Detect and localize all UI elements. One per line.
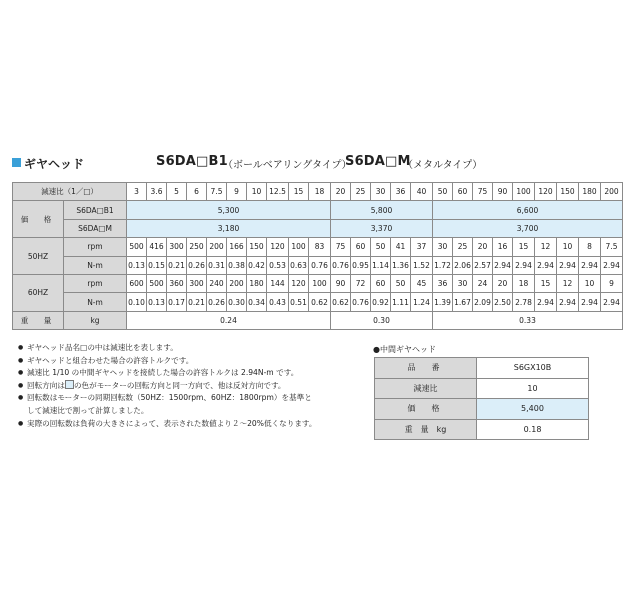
intermediate-gearhead-title: ●中間ギヤヘッド (373, 345, 436, 354)
value-cell: 166 (227, 238, 247, 256)
value-cell: 75 (331, 238, 351, 256)
value-cell: 72 (351, 274, 371, 292)
table-row (13, 183, 623, 201)
ratio-cell: 180 (579, 183, 601, 201)
note-item: ● 回転数はモーターの同期回転数（50HZ：1500rpm、60HZ：1800rpm）を基準と (18, 392, 368, 405)
intermediate-gearhead-table (374, 357, 589, 440)
price-cell: 3,370 (331, 219, 433, 237)
value-cell: 416 (147, 238, 167, 256)
model-m-note: （メタルタイプ） (403, 160, 483, 171)
part-label: 品 番 (375, 358, 477, 379)
value-cell: 1.14 (371, 256, 391, 274)
price-model: S6DA□B1 (64, 201, 127, 219)
value-cell: 120 (267, 238, 289, 256)
table-row (375, 378, 589, 399)
value-cell: 30 (433, 238, 453, 256)
weight-value: 0.18 (477, 419, 589, 440)
value-cell: 0.63 (289, 256, 309, 274)
value-cell: 2.94 (601, 256, 623, 274)
ratio-cell: 3 (127, 183, 147, 201)
value-cell: 300 (187, 274, 207, 292)
ratio-cell: 75 (473, 183, 493, 201)
value-cell: 0.76 (351, 293, 371, 311)
value-cell: 0.21 (167, 256, 187, 274)
value-cell: 0.76 (331, 256, 351, 274)
ratio-cell: 100 (513, 183, 535, 201)
freq-label: 50HZ (13, 238, 64, 275)
ratio-cell: 20 (331, 183, 351, 201)
value-cell: 200 (207, 238, 227, 256)
value-cell: 0.21 (187, 293, 207, 311)
value-cell: 83 (309, 238, 331, 256)
table-row (13, 219, 623, 237)
value-cell: 20 (493, 274, 513, 292)
table-row (13, 274, 623, 292)
value-cell: 1.24 (411, 293, 433, 311)
ratio-cell: 6 (187, 183, 207, 201)
value-cell: 0.26 (207, 293, 227, 311)
value-cell: 60 (371, 274, 391, 292)
value-cell: 15 (513, 238, 535, 256)
ratio-cell: 9 (227, 183, 247, 201)
value-cell: 50 (391, 274, 411, 292)
value-cell: 0.13 (147, 293, 167, 311)
note-continuation: して減速比で割って計算しました。 (27, 405, 149, 415)
notes-list (18, 342, 368, 430)
value-cell: 20 (473, 238, 493, 256)
unit-label: N-m (64, 293, 127, 311)
unit-label: rpm (64, 274, 127, 292)
ratio-label: 減速比 (375, 378, 477, 399)
weight-label: 重 量 (13, 311, 64, 329)
table-row (13, 311, 623, 329)
value-cell: 2.94 (579, 256, 601, 274)
value-cell: 0.62 (309, 293, 331, 311)
price-cell: 3,180 (127, 219, 331, 237)
value-cell: 2.94 (579, 293, 601, 311)
value-cell: 500 (127, 238, 147, 256)
value-cell: 1.52 (411, 256, 433, 274)
ratio-cell: 150 (557, 183, 579, 201)
value-cell: 2.94 (493, 256, 513, 274)
value-cell: 2.50 (493, 293, 513, 311)
value-cell: 36 (433, 274, 453, 292)
unit-label: rpm (64, 238, 127, 256)
table-row (13, 201, 623, 219)
value-cell: 2.94 (535, 256, 557, 274)
value-cell: 25 (453, 238, 473, 256)
price-cell: 5,800 (331, 201, 433, 219)
section-header (12, 155, 592, 171)
value-cell: 0.95 (351, 256, 371, 274)
ratio-cell: 120 (535, 183, 557, 201)
ratio-label: 減速比（1／□） (13, 183, 127, 201)
value-cell: 0.53 (267, 256, 289, 274)
square-bullet-icon (12, 158, 21, 167)
value-cell: 250 (187, 238, 207, 256)
value-cell: 144 (267, 274, 289, 292)
value-cell: 2.94 (557, 256, 579, 274)
table-row (375, 358, 589, 379)
value-cell: 2.94 (513, 256, 535, 274)
value-cell: 0.34 (247, 293, 267, 311)
note-item: ● 回転方向は の色がモーターの回転方向と同一方向で、他は反対方向です。 (18, 380, 368, 393)
model-m-title: S6DA□M (345, 154, 411, 169)
value-cell: 0.13 (127, 256, 147, 274)
unit-label: N-m (64, 256, 127, 274)
ratio-cell: 36 (391, 183, 411, 201)
note-item: ● 実際の回転数は負荷の大きさによって、表示された数値より２～20%低くなります。 (18, 418, 368, 431)
value-cell: 15 (535, 274, 557, 292)
value-cell: 120 (289, 274, 309, 292)
price-label: 価 格 (13, 201, 64, 238)
weight-cell: 0.30 (331, 311, 433, 329)
value-cell: 12 (535, 238, 557, 256)
ratio-cell: 90 (493, 183, 513, 201)
price-label: 価 格 (375, 399, 477, 420)
table-row (375, 419, 589, 440)
value-cell: 0.10 (127, 293, 147, 311)
value-cell: 60 (351, 238, 371, 256)
ratio-cell: 50 (433, 183, 453, 201)
weight-unit: kg (64, 311, 127, 329)
ratio-cell: 60 (453, 183, 473, 201)
value-cell: 0.42 (247, 256, 267, 274)
ratio-cell: 40 (411, 183, 433, 201)
ratio-cell: 18 (309, 183, 331, 201)
value-cell: 50 (371, 238, 391, 256)
ratio-cell: 10 (247, 183, 267, 201)
ratio-cell: 12.5 (267, 183, 289, 201)
value-cell: 0.15 (147, 256, 167, 274)
spec-table (12, 182, 623, 330)
value-cell: 180 (247, 274, 267, 292)
model-b1-title: S6DA□B1 (156, 154, 228, 169)
value-cell: 1.72 (433, 256, 453, 274)
value-cell: 41 (391, 238, 411, 256)
value-cell: 2.09 (473, 293, 493, 311)
part-value: S6GX10B (477, 358, 589, 379)
value-cell: 2.94 (535, 293, 557, 311)
ratio-cell: 200 (601, 183, 623, 201)
value-cell: 2.78 (513, 293, 535, 311)
value-cell: 24 (473, 274, 493, 292)
value-cell: 1.36 (391, 256, 411, 274)
value-cell: 0.92 (371, 293, 391, 311)
price-cell: 6,600 (433, 201, 623, 219)
value-cell: 0.76 (309, 256, 331, 274)
weight-cell: 0.33 (433, 311, 623, 329)
value-cell: 7.5 (601, 238, 623, 256)
value-cell: 2.94 (601, 293, 623, 311)
price-cell: 5,300 (127, 201, 331, 219)
value-cell: 100 (309, 274, 331, 292)
section-title: ギヤヘッド (24, 157, 85, 171)
value-cell: 37 (411, 238, 433, 256)
weight-label: 重 量 kg (375, 419, 477, 440)
value-cell: 2.57 (473, 256, 493, 274)
ratio-cell: 3.6 (147, 183, 167, 201)
table-row (13, 256, 623, 274)
value-cell: 16 (493, 238, 513, 256)
value-cell: 240 (207, 274, 227, 292)
ratio-cell: 30 (371, 183, 391, 201)
value-cell: 1.39 (433, 293, 453, 311)
value-cell: 10 (579, 274, 601, 292)
value-cell: 600 (127, 274, 147, 292)
value-cell: 0.62 (331, 293, 351, 311)
table-row (13, 293, 623, 311)
value-cell: 90 (331, 274, 351, 292)
color-box-icon (65, 380, 74, 389)
value-cell: 30 (453, 274, 473, 292)
model-b1-note: （ボールベアリングタイプ） (223, 160, 352, 171)
price-cell: 3,700 (433, 219, 623, 237)
value-cell: 0.17 (167, 293, 187, 311)
value-cell: 360 (167, 274, 187, 292)
weight-cell: 0.24 (127, 311, 331, 329)
value-cell: 9 (601, 274, 623, 292)
table-row (375, 399, 589, 420)
table-row (13, 238, 623, 256)
value-cell: 8 (579, 238, 601, 256)
value-cell: 18 (513, 274, 535, 292)
value-cell: 0.43 (267, 293, 289, 311)
value-cell: 45 (411, 274, 433, 292)
price-model: S6DA□M (64, 219, 127, 237)
note-item: ● ギヤヘッドと組合わせた場合の許容トルクです。 (18, 355, 368, 368)
ratio-cell: 7.5 (207, 183, 227, 201)
ratio-cell: 5 (167, 183, 187, 201)
note-item: ● 減速比 1/10 の中間ギヤヘッドを接続した場合の許容トルクは 2.94N-m です。 (18, 367, 368, 380)
value-cell: 2.94 (557, 293, 579, 311)
value-cell: 500 (147, 274, 167, 292)
value-cell: 10 (557, 238, 579, 256)
ratio-value: 10 (477, 378, 589, 399)
value-cell: 12 (557, 274, 579, 292)
value-cell: 0.38 (227, 256, 247, 274)
freq-label: 60HZ (13, 274, 64, 311)
value-cell: 0.31 (207, 256, 227, 274)
value-cell: 0.51 (289, 293, 309, 311)
value-cell: 1.11 (391, 293, 411, 311)
value-cell: 100 (289, 238, 309, 256)
value-cell: 0.26 (187, 256, 207, 274)
ratio-cell: 25 (351, 183, 371, 201)
value-cell: 200 (227, 274, 247, 292)
value-cell: 0.30 (227, 293, 247, 311)
ratio-cell: 15 (289, 183, 309, 201)
value-cell: 1.67 (453, 293, 473, 311)
value-cell: 2.06 (453, 256, 473, 274)
price-value: 5,400 (477, 399, 589, 420)
value-cell: 300 (167, 238, 187, 256)
value-cell: 150 (247, 238, 267, 256)
note-item: ● ギヤヘッド品名□の中は減速比を表します。 (18, 342, 368, 355)
